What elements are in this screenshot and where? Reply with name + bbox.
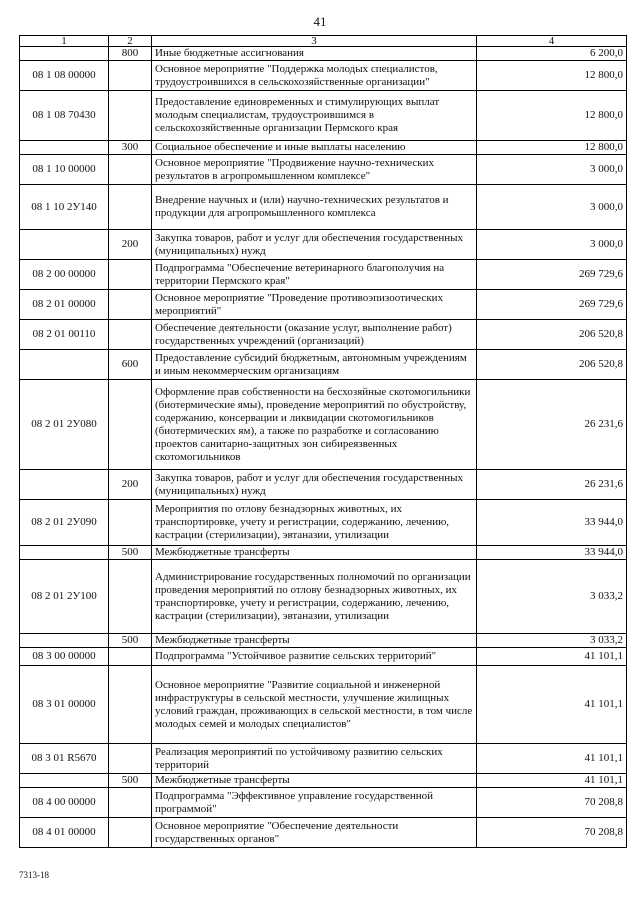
row-expense-type bbox=[109, 91, 152, 141]
table-row bbox=[20, 666, 627, 744]
table-row bbox=[20, 380, 627, 470]
row-amount: 41 101,1 bbox=[477, 648, 627, 666]
row-expense-type: 200 bbox=[109, 230, 152, 260]
row-expense-type: 500 bbox=[109, 774, 152, 788]
row-amount: 70 208,8 bbox=[477, 788, 627, 818]
row-expense-type bbox=[109, 185, 152, 230]
row-expense-type bbox=[109, 500, 152, 546]
row-name: Закупка товаров, работ и услуг для обеспечения государственных (муниципальных) нужд bbox=[152, 230, 477, 260]
row-name: Администрирование государственных полномочий по организации проведения мероприятий по отлову безнадзорных животных, их транспортировке, учету и регистрации, содержанию, лечению, кастрации (стерилизации), эвтаназии, утилизации bbox=[152, 560, 477, 634]
row-amount: 206 520,8 bbox=[477, 350, 627, 380]
row-name: Межбюджетные трансферты bbox=[152, 774, 477, 788]
table-row bbox=[20, 350, 627, 380]
row-code: 08 2 01 2У090 bbox=[20, 500, 109, 546]
row-name: Основное мероприятие "Продвижение научно-технических результатов в агропромышленном комплексе" bbox=[152, 155, 477, 185]
column-header: 1 bbox=[20, 36, 109, 47]
row-name: Предоставление единовременных и стимулирующих выплат молодым специалистам, трудоустроившимся в сельскохозяйственные организации Пермского края bbox=[152, 91, 477, 141]
row-code: 08 2 01 00110 bbox=[20, 320, 109, 350]
row-name: Основное мероприятие "Поддержка молодых специалистов, трудоустроившихся в сельскохозяйственные организации" bbox=[152, 61, 477, 91]
row-amount: 12 800,0 bbox=[477, 141, 627, 155]
table-row bbox=[20, 470, 627, 500]
row-amount: 3 000,0 bbox=[477, 185, 627, 230]
row-name: Межбюджетные трансферты bbox=[152, 546, 477, 560]
row-code bbox=[20, 47, 109, 61]
row-amount: 3 033,2 bbox=[477, 560, 627, 634]
row-amount: 269 729,6 bbox=[477, 260, 627, 290]
row-name: Основное мероприятие "Развитие социальной и инженерной инфраструктуры в сельской местности, улучшение жилищных условий граждан, проживающих в сельской местности, в том числе молодых семей и молодых специалистов" bbox=[152, 666, 477, 744]
row-name: Социальное обеспечение и иные выплаты населению bbox=[152, 141, 477, 155]
row-amount: 33 944,0 bbox=[477, 546, 627, 560]
row-amount: 3 033,2 bbox=[477, 634, 627, 648]
table-row bbox=[20, 648, 627, 666]
table-row bbox=[20, 260, 627, 290]
table-row bbox=[20, 818, 627, 848]
row-name: Иные бюджетные ассигнования bbox=[152, 47, 477, 61]
row-code bbox=[20, 774, 109, 788]
row-code bbox=[20, 546, 109, 560]
row-amount: 3 000,0 bbox=[477, 155, 627, 185]
row-expense-type: 300 bbox=[109, 141, 152, 155]
row-expense-type: 800 bbox=[109, 47, 152, 61]
row-name: Реализация мероприятий по устойчивому развитию сельских территорий bbox=[152, 744, 477, 774]
row-code bbox=[20, 230, 109, 260]
row-code bbox=[20, 350, 109, 380]
row-expense-type bbox=[109, 788, 152, 818]
row-name: Внедрение научных и (или) научно-технических результатов и продукции для агропромышленного комплекса bbox=[152, 185, 477, 230]
row-name: Межбюджетные трансферты bbox=[152, 634, 477, 648]
row-name: Обеспечение деятельности (оказание услуг, выполнение работ) государственных учреждений (организаций) bbox=[152, 320, 477, 350]
row-code: 08 2 01 2У080 bbox=[20, 380, 109, 470]
table-row bbox=[20, 230, 627, 260]
column-header: 4 bbox=[477, 36, 627, 47]
page-number: 41 bbox=[313, 14, 327, 29]
row-expense-type bbox=[109, 61, 152, 91]
row-expense-type: 600 bbox=[109, 350, 152, 380]
table-row bbox=[20, 774, 627, 788]
row-name: Подпрограмма "Обеспечение ветеринарного благополучия на территории Пермского края" bbox=[152, 260, 477, 290]
row-amount: 269 729,6 bbox=[477, 290, 627, 320]
row-name: Оформление прав собственности на бесхозяйные скотомогильники (биотермические ямы), проведение мероприятий по обустройству, содержанию, консервации и ликвидации скотомогильников (биотермических ям), а также по разработке и согласованию проектов санитарно-защитных зон сибиреязвенных скотомогильников bbox=[152, 380, 477, 470]
row-amount: 41 101,1 bbox=[477, 744, 627, 774]
table-row bbox=[20, 500, 627, 546]
row-amount: 6 200,0 bbox=[477, 47, 627, 61]
table-row bbox=[20, 141, 627, 155]
row-name: Основное мероприятие "Обеспечение деятельности государственных органов" bbox=[152, 818, 477, 848]
table-row bbox=[20, 185, 627, 230]
row-code: 08 3 01 00000 bbox=[20, 666, 109, 744]
table-row bbox=[20, 290, 627, 320]
row-amount: 206 520,8 bbox=[477, 320, 627, 350]
table-header-row bbox=[20, 36, 627, 47]
table-row bbox=[20, 634, 627, 648]
row-name: Основное мероприятие "Проведение противоэпизоотических мероприятий" bbox=[152, 290, 477, 320]
row-expense-type bbox=[109, 744, 152, 774]
row-code: 08 1 10 00000 bbox=[20, 155, 109, 185]
table-row bbox=[20, 546, 627, 560]
column-header: 3 bbox=[152, 36, 477, 47]
row-expense-type bbox=[109, 648, 152, 666]
table-row bbox=[20, 788, 627, 818]
row-amount: 41 101,1 bbox=[477, 666, 627, 744]
budget-table bbox=[19, 35, 627, 848]
row-code bbox=[20, 634, 109, 648]
row-name: Подпрограмма "Эффективное управление государственной программой" bbox=[152, 788, 477, 818]
row-code bbox=[20, 141, 109, 155]
row-expense-type bbox=[109, 380, 152, 470]
row-code: 08 1 08 00000 bbox=[20, 61, 109, 91]
row-amount: 26 231,6 bbox=[477, 470, 627, 500]
row-amount: 70 208,8 bbox=[477, 818, 627, 848]
table-row bbox=[20, 320, 627, 350]
row-expense-type: 200 bbox=[109, 470, 152, 500]
table-row bbox=[20, 155, 627, 185]
row-amount: 12 800,0 bbox=[477, 91, 627, 141]
footer-code: 7313-18 bbox=[19, 870, 49, 880]
row-expense-type: 500 bbox=[109, 634, 152, 648]
table-row bbox=[20, 744, 627, 774]
row-code: 08 1 08 70430 bbox=[20, 91, 109, 141]
row-amount: 12 800,0 bbox=[477, 61, 627, 91]
row-amount: 3 000,0 bbox=[477, 230, 627, 260]
table-row bbox=[20, 91, 627, 141]
row-name: Подпрограмма "Устойчивое развитие сельских территорий" bbox=[152, 648, 477, 666]
row-name: Предоставление субсидий бюджетным, автономным учреждениям и иным некоммерческим организациям bbox=[152, 350, 477, 380]
row-expense-type bbox=[109, 155, 152, 185]
row-amount: 33 944,0 bbox=[477, 500, 627, 546]
row-expense-type bbox=[109, 320, 152, 350]
row-name: Мероприятия по отлову безнадзорных животных, их транспортировке, учету и регистрации, содержанию, лечению, кастрации (стерилизации), эвтаназии, утилизации bbox=[152, 500, 477, 546]
column-header: 2 bbox=[109, 36, 152, 47]
row-code: 08 2 00 00000 bbox=[20, 260, 109, 290]
row-code bbox=[20, 470, 109, 500]
row-expense-type bbox=[109, 260, 152, 290]
table-body bbox=[20, 47, 627, 848]
row-expense-type bbox=[109, 666, 152, 744]
table-row bbox=[20, 61, 627, 91]
row-code: 08 4 00 00000 bbox=[20, 788, 109, 818]
row-amount: 26 231,6 bbox=[477, 380, 627, 470]
table-row bbox=[20, 560, 627, 634]
table-row bbox=[20, 47, 627, 61]
row-amount: 41 101,1 bbox=[477, 774, 627, 788]
row-code: 08 1 10 2У140 bbox=[20, 185, 109, 230]
row-expense-type bbox=[109, 290, 152, 320]
row-code: 08 4 01 00000 bbox=[20, 818, 109, 848]
row-code: 08 3 00 00000 bbox=[20, 648, 109, 666]
row-code: 08 2 01 00000 bbox=[20, 290, 109, 320]
row-code: 08 2 01 2У100 bbox=[20, 560, 109, 634]
row-name: Закупка товаров, работ и услуг для обеспечения государственных (муниципальных) нужд bbox=[152, 470, 477, 500]
row-code: 08 3 01 R5670 bbox=[20, 744, 109, 774]
row-expense-type bbox=[109, 818, 152, 848]
row-expense-type: 500 bbox=[109, 546, 152, 560]
row-expense-type bbox=[109, 560, 152, 634]
